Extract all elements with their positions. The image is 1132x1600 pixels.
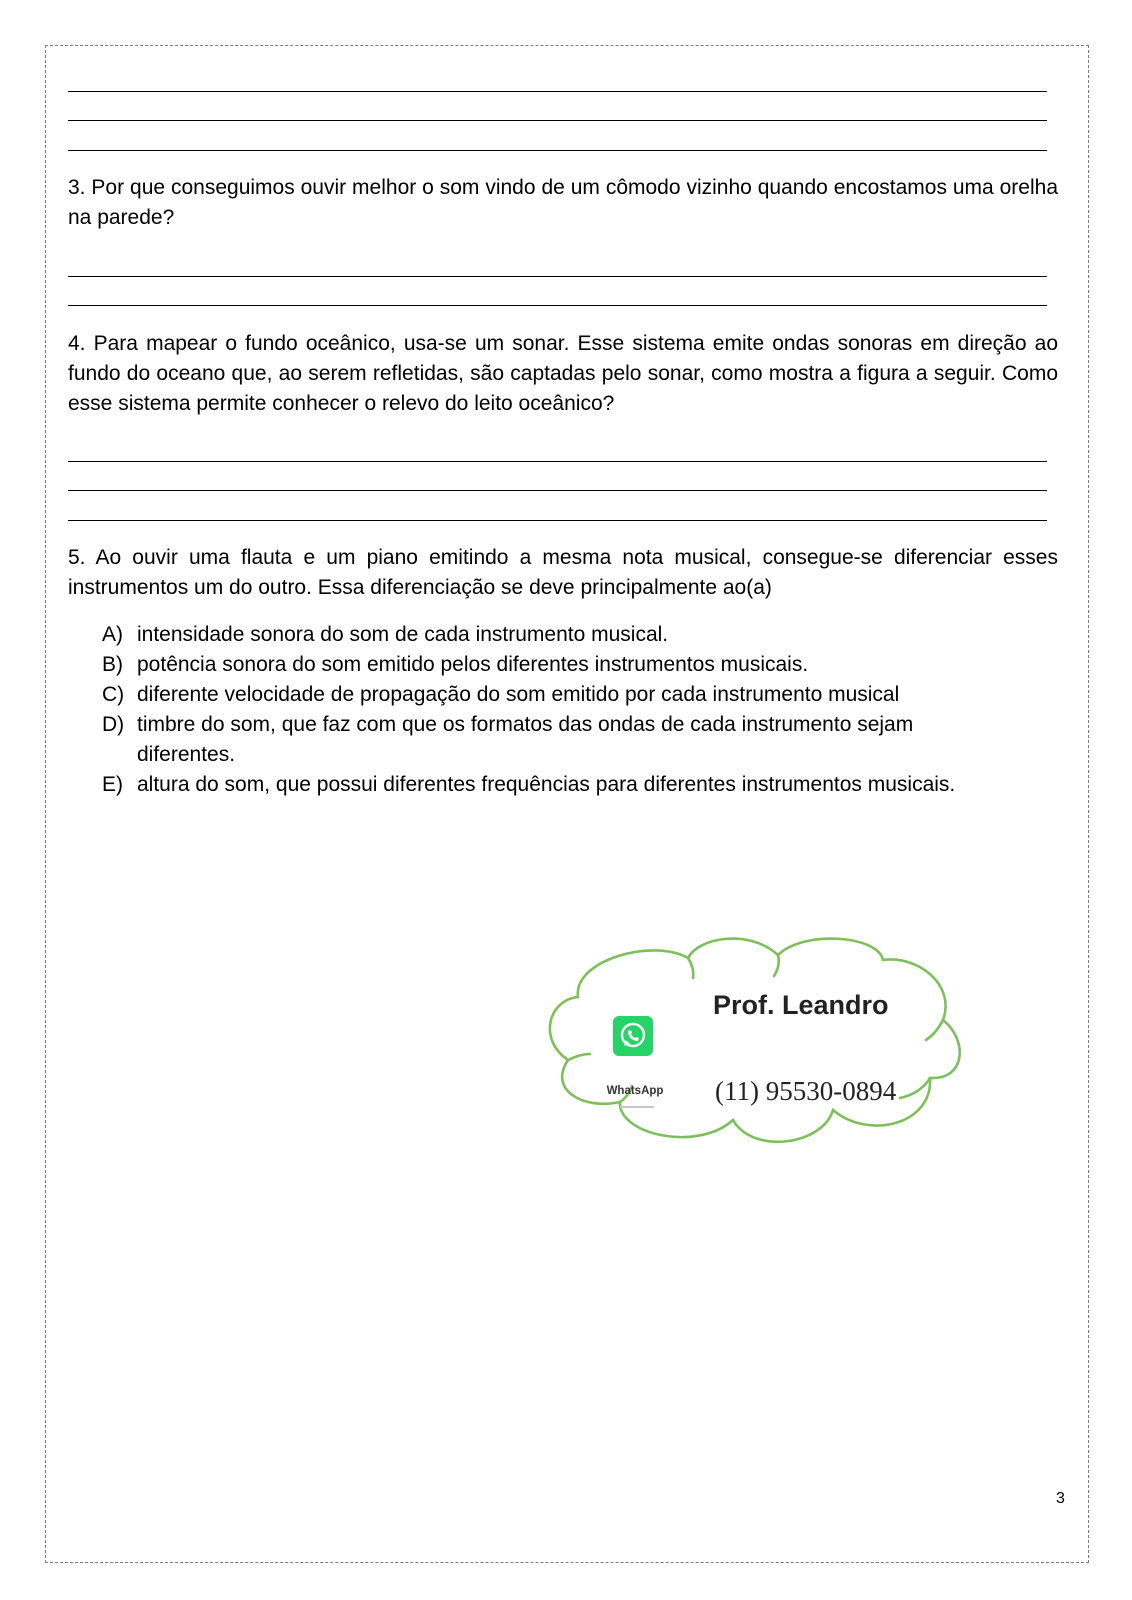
option-letter: A): [102, 623, 123, 646]
option-letter: E): [102, 773, 123, 796]
answer-line: [68, 461, 1047, 462]
whatsapp-label: WhatsApp: [606, 1085, 664, 1097]
question-4-text: 4. Para mapear o fundo oceânico, usa-se um sonar. Esse sistema emite ondas sonoras em direção ao fundo do oceano que, ao serem refletidas, são captadas pelo sonar, como mostra a figura a seguir. Como esse sistema permite conhecer o relevo do leito oceânico?: [68, 332, 1058, 415]
page-frame: [45, 45, 1089, 1563]
question-5-options: [102, 620, 1062, 800]
teacher-name: Prof. Leandro: [713, 990, 889, 1020]
option-e[interactable]: [102, 770, 1062, 800]
answer-line: [68, 91, 1047, 92]
answer-line: [68, 305, 1047, 306]
answer-line: [68, 490, 1047, 491]
option-b[interactable]: [102, 650, 1062, 680]
option-letter: C): [102, 683, 125, 706]
page-number: 3: [1056, 1490, 1065, 1507]
answer-line: [68, 276, 1047, 277]
contact-card: [548, 930, 988, 1175]
option-text: intensidade sonora do som de cada instrumento musical.: [137, 623, 669, 646]
option-d[interactable]: [102, 710, 1062, 770]
option-text: potência sonora do som emitido pelos diferentes instrumentos musicais.: [137, 653, 809, 676]
answer-line: [68, 120, 1047, 121]
phone-number[interactable]: (11) 95530-0894: [715, 1076, 897, 1106]
answer-line: [68, 520, 1047, 521]
option-text: altura do som, que possui diferentes frequências para diferentes instrumentos musicais.: [137, 773, 956, 796]
whatsapp-icon[interactable]: [613, 1016, 653, 1056]
question-3-text: 3. Por que conseguimos ouvir melhor o som vindo de um cômodo vizinho quando encostamos uma orelha na parede?: [68, 176, 1058, 229]
whatsapp-tagline: [620, 1106, 654, 1108]
question-5-text: 5. Ao ouvir uma flauta e um piano emitindo a mesma nota musical, consegue-se diferenciar esses instrumentos um do outro. Essa diferenciação se deve principalmente ao(a): [68, 546, 1058, 599]
option-letter: D): [102, 713, 125, 736]
option-c[interactable]: [102, 680, 1062, 710]
option-letter: B): [102, 653, 123, 676]
option-text: diferente velocidade de propagação do som emitido por cada instrumento musical: [137, 683, 900, 706]
option-a[interactable]: [102, 620, 1062, 650]
answer-line: [68, 150, 1047, 151]
option-text: timbre do som, que faz com que os formatos das ondas de cada instrumento sejam diferentes.: [137, 713, 914, 766]
